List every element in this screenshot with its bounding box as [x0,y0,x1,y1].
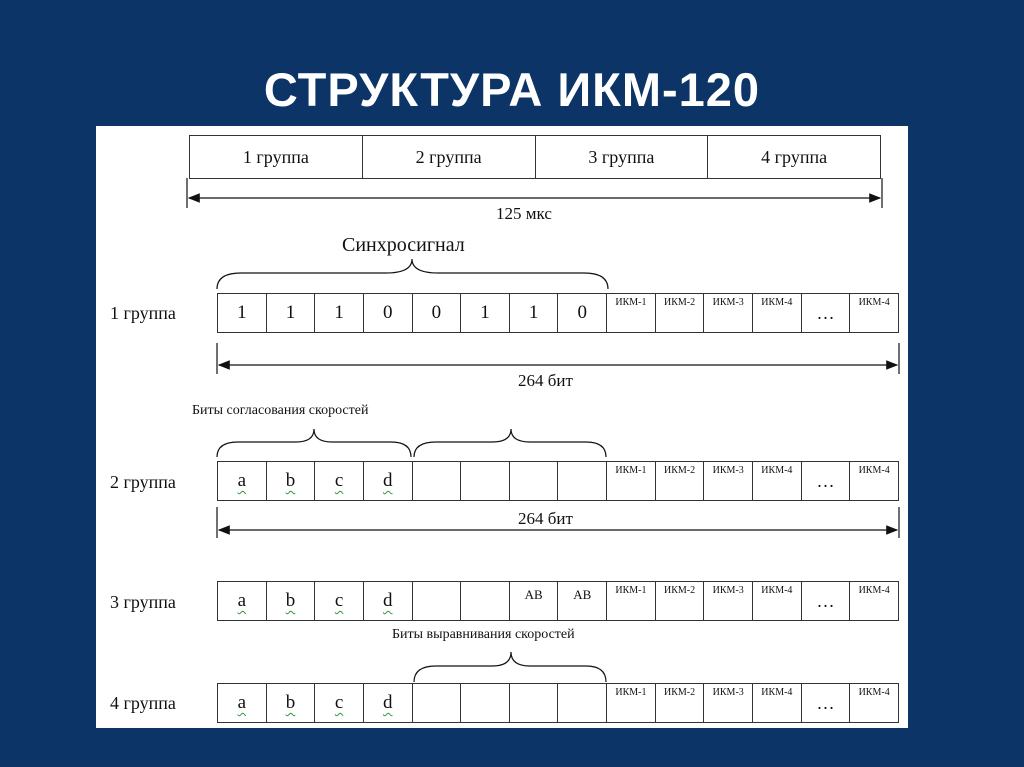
bit-cell: 1 [509,294,558,332]
bit-cell: a [237,692,247,713]
bit-cell: c [314,582,363,620]
ikm-cell: ИКМ-3 [703,582,752,620]
bit-cell: d [363,684,412,722]
duration-label: 125 мкс [496,204,552,223]
bit-cell [557,684,606,722]
bit-cell [460,462,509,500]
group-bar [189,135,881,179]
bit-cell: d [363,462,412,500]
bit-cell [557,462,606,500]
ikm-cell: ИКМ-4 [849,582,898,620]
bit-cell: a [237,470,247,491]
ab-cell: АВ [557,582,606,620]
frame-row-3 [217,581,899,621]
brace-matching-2 [414,429,606,457]
bit-cell [460,684,509,722]
bit-cell [460,582,509,620]
bit-cell: c [314,462,363,500]
bit-cell [412,582,461,620]
frame-row-4 [217,683,899,723]
group-cell: 2 группа [362,136,535,178]
ellipsis-cell: … [801,684,850,722]
ikm-cell: ИКМ-2 [655,582,704,620]
ikm-cell: ИКМ-4 [752,684,801,722]
bit-cell: 1 [266,294,315,332]
matching-bits-label: Биты согласования скоростей [192,403,369,418]
brace-sync [217,259,608,289]
ikm-cell: ИКМ-4 [849,462,898,500]
bit-cell [412,462,461,500]
length-label-row2: 264 бит [518,509,573,528]
ab-cell: АВ [509,582,558,620]
row-label: 3 группа [110,592,176,612]
group-cell: 4 группа [707,136,880,178]
bit-cell: 1 [314,294,363,332]
ikm-cell: ИКМ-3 [703,294,752,332]
brace-matching-1 [217,429,411,457]
ikm-cell: ИКМ-2 [655,462,704,500]
brace-alignment [414,652,606,682]
frame-row-1 [217,293,899,333]
slide-title: СТРУКТУРА ИКМ-120 [263,63,761,116]
bit-cell: 0 [557,294,606,332]
bit-cell: 0 [363,294,412,332]
dimension-264-row1 [217,343,899,374]
ikm-cell: ИКМ-2 [655,294,704,332]
ellipsis-cell: … [801,294,850,332]
ellipsis-cell: … [801,582,850,620]
alignment-bits-label: Биты выравнивания скоростей [392,627,575,642]
length-label-row1: 264 бит [518,371,573,390]
ikm-cell: ИКМ-4 [752,582,801,620]
bit-cell [412,684,461,722]
bit-cell: 0 [412,294,461,332]
ikm-cell: ИКМ-3 [703,462,752,500]
ikm-cell: ИКМ-4 [849,684,898,722]
bit-cell [509,684,558,722]
ikm-cell: ИКМ-1 [606,582,655,620]
ikm-cell: ИКМ-4 [849,294,898,332]
bit-cell: d [363,582,412,620]
bit-cell: 1 [460,294,509,332]
ikm-cell: ИКМ-1 [606,294,655,332]
group-cell: 3 группа [535,136,708,178]
bit-cell: b [266,462,315,500]
group-cell: 1 группа [242,146,309,167]
sync-signal-label: Синхросигнал [342,234,465,256]
bit-cell: 1 [237,302,247,323]
diagram-panel [96,126,908,728]
ikm-cell: ИКМ-2 [655,684,704,722]
ikm-cell: ИКМ-1 [606,684,655,722]
bit-cell: b [266,684,315,722]
ikm-cell: ИКМ-1 [606,462,655,500]
bit-cell [509,462,558,500]
ikm-cell: ИКМ-4 [752,462,801,500]
row-label: 4 группа [110,693,176,713]
ellipsis-cell: … [801,462,850,500]
bit-cell: a [237,590,247,611]
ikm-cell: ИКМ-3 [703,684,752,722]
frame-row-2 [217,461,899,501]
row-label: 1 группа [110,303,176,323]
row-label: 2 группа [110,472,176,492]
bit-cell: b [266,582,315,620]
ikm-cell: ИКМ-4 [752,294,801,332]
bit-cell: c [314,684,363,722]
